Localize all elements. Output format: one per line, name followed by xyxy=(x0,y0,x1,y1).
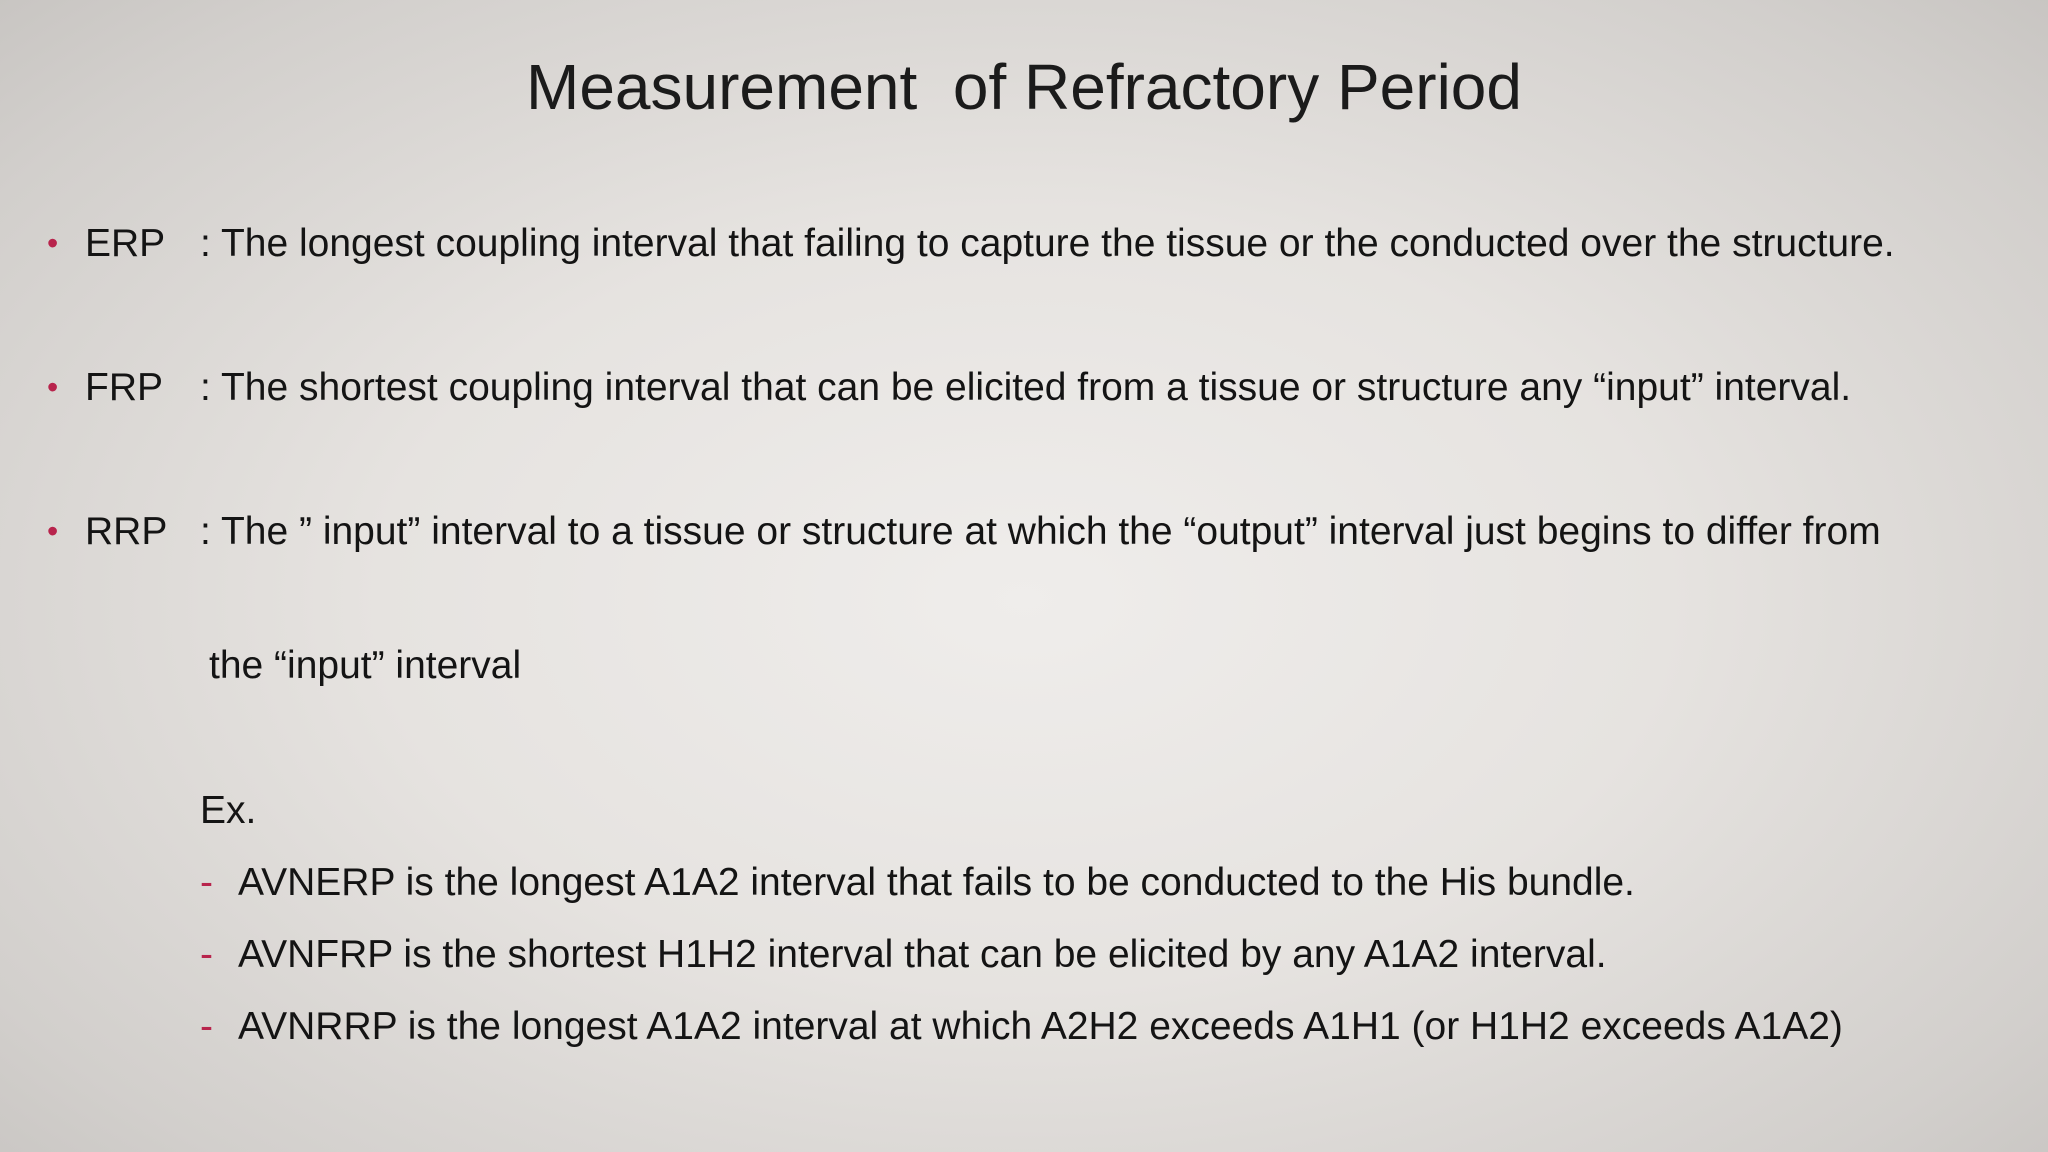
example-text: AVNRRP is the longest A1A2 interval at which A2H2 exceeds A1H1 (or H1H2 exceeds A1A2) xyxy=(238,1005,1843,1048)
bullet-term-rrp: RRP xyxy=(85,510,168,553)
rrp-continuation: the “input” interval xyxy=(209,644,522,687)
slide-title: Measurement of Refractory Period xyxy=(526,51,1522,123)
example-text: AVNERP is the longest A1A2 interval that fails to be conducted to the His bundle. xyxy=(238,861,1635,904)
dash-icon: - xyxy=(200,861,213,904)
bullet-icon: • xyxy=(47,225,59,261)
example-item-avnrrp xyxy=(200,996,1843,1057)
bullet-definition-frp: : The shortest coupling interval that can be elicited from a tissue or structure any “input” interval. xyxy=(200,366,1852,409)
bullet-icon: • xyxy=(47,369,59,405)
bullet-term-frp: FRP xyxy=(85,366,163,409)
bullet-term-erp: ERP xyxy=(85,222,166,265)
bullet-frp xyxy=(47,357,2005,418)
bullet-definition-erp: : The longest coupling interval that failing to capture the tissue or the conducted over the structure. xyxy=(200,222,1895,265)
bullet-rrp xyxy=(47,501,2005,562)
dash-icon: - xyxy=(200,1005,213,1048)
example-label: Ex. xyxy=(200,789,257,832)
bullet-icon: • xyxy=(47,513,59,549)
example-item-avnerp xyxy=(200,852,1635,913)
example-item-avnfrp xyxy=(200,924,1607,985)
bullet-definition-rrp: : The ” input” interval to a tissue or structure at which the “output” interval just begins to differ from xyxy=(200,510,1881,553)
dash-icon: - xyxy=(200,933,213,976)
bullet-erp xyxy=(47,213,2005,274)
example-text: AVNFRP is the shortest H1H2 interval that can be elicited by any A1A2 interval. xyxy=(238,933,1607,976)
